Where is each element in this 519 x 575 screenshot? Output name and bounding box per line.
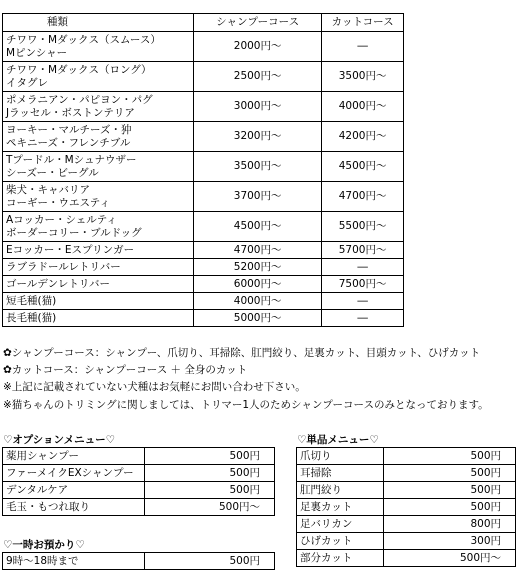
shampoo-price: 4700円～ — [194, 242, 322, 259]
breed-line: イタグレ — [6, 76, 48, 89]
menu-item-price: 800円 — [384, 516, 516, 533]
breed-line: 短毛種(猫) — [6, 294, 57, 307]
breed-cell — [3, 293, 194, 310]
breed-line: シーズー・ビーグル — [6, 166, 99, 179]
note-line: ✿シャンプーコース：シャンプー、爪切り、耳掃除、肛門絞り、足裏カット、目頭カット、ひげカット — [3, 347, 481, 359]
option-menu-table — [2, 447, 275, 516]
cut-price: ― — [322, 259, 404, 276]
breed-cell — [3, 242, 194, 259]
breed-cell — [3, 212, 194, 242]
menu-row — [297, 550, 516, 567]
single-menu-title: ♡単品メニュー♡ — [297, 434, 379, 446]
breed-cell — [3, 259, 194, 276]
breed-line: 柴犬・キャバリア — [6, 183, 90, 196]
price-row — [3, 212, 404, 242]
breed-cell — [3, 310, 194, 327]
shampoo-price: 2500円～ — [194, 62, 322, 92]
cut-price: 7500円～ — [322, 276, 404, 293]
daycare-table — [2, 552, 275, 570]
menu-item-price: 500円 — [384, 499, 516, 516]
menu-item-price: 500円 — [145, 482, 275, 499]
price-row — [3, 242, 404, 259]
shampoo-price: 2000円～ — [194, 32, 322, 62]
cut-price: ― — [322, 310, 404, 327]
breed-line: Eコッカー・Eスプリンガー — [6, 243, 135, 256]
breed-line: ラブラドールレトリバー — [6, 260, 121, 273]
price-row — [3, 276, 404, 293]
menu-row — [3, 465, 275, 482]
breed-line: ボーダーコリー・ブルドッグ — [6, 226, 142, 239]
daycare-title: ♡一時お預かり♡ — [3, 539, 85, 551]
menu-item-name: 足バリカン — [297, 516, 384, 533]
breed-cell — [3, 276, 194, 293]
shampoo-price: 5200円～ — [194, 259, 322, 276]
price-row — [3, 152, 404, 182]
shampoo-price: 3200円～ — [194, 122, 322, 152]
price-row — [3, 92, 404, 122]
breed-cell — [3, 122, 194, 152]
cut-price: ― — [322, 293, 404, 310]
cut-price: ― — [322, 32, 404, 62]
menu-row — [297, 533, 516, 550]
breed-cell — [3, 32, 194, 62]
single-menu-table — [296, 447, 516, 567]
shampoo-price: 3700円～ — [194, 182, 322, 212]
breed-line: コーギー・ウエスティ — [6, 196, 110, 209]
header-shampoo: シャンプーコース — [194, 14, 322, 32]
breed-cell — [3, 182, 194, 212]
menu-item-name: 足裏カット — [297, 499, 384, 516]
menu-item-price: 500円～ — [384, 550, 516, 567]
shampoo-price: 3000円～ — [194, 92, 322, 122]
cut-price: 3500円～ — [322, 62, 404, 92]
menu-row — [3, 448, 275, 465]
breed-line: Tプードル・Mシュナウザー — [6, 153, 137, 166]
shampoo-price: 4500円～ — [194, 212, 322, 242]
menu-item-price: 300円 — [384, 533, 516, 550]
menu-item-price: 500円 — [384, 482, 516, 499]
menu-item-price: 500円～ — [145, 499, 275, 516]
menu-item-name: 毛玉・もつれ取り — [3, 499, 145, 516]
price-table-header — [3, 14, 404, 32]
menu-row — [297, 448, 516, 465]
price-row — [3, 62, 404, 92]
menu-item-name: 爪切り — [297, 448, 384, 465]
cut-price: 4700円～ — [322, 182, 404, 212]
cut-price: 5700円～ — [322, 242, 404, 259]
price-table — [2, 13, 404, 327]
price-row — [3, 310, 404, 327]
shampoo-price: 4000円～ — [194, 293, 322, 310]
shampoo-price: 3500円～ — [194, 152, 322, 182]
breed-cell — [3, 152, 194, 182]
breed-line: Mピンシャー — [6, 46, 68, 59]
breed-line: ペキニーズ・フレンチブル — [6, 136, 131, 149]
cut-price: 4200円～ — [322, 122, 404, 152]
cut-price: 4500円～ — [322, 152, 404, 182]
cut-price: 5500円～ — [322, 212, 404, 242]
breed-line: チワワ・Mダックス（ロング） — [6, 63, 152, 76]
menu-item-price: 500円 — [384, 465, 516, 482]
breed-line: チワワ・Mダックス（スムース） — [6, 33, 161, 46]
breed-line: ゴールデンレトリバー — [6, 277, 111, 290]
daycare-hours: 9時～18時まで — [3, 553, 145, 570]
note-line: ✿カットコース：シャンプーコース ＋ 全身のカット — [3, 364, 248, 376]
option-menu-title: ♡オプションメニュー♡ — [3, 434, 116, 446]
breed-line: Aコッカー・シェルティ — [6, 213, 117, 226]
menu-row — [297, 465, 516, 482]
daycare-row — [3, 553, 275, 570]
breed-line: 長毛種(猫) — [6, 311, 57, 324]
shampoo-price: 5000円～ — [194, 310, 322, 327]
menu-item-name: ひげカット — [297, 533, 384, 550]
breed-line: Jラッセル・ボストンテリア — [6, 106, 135, 119]
breed-line: ポメラニアン・パピヨン・パグ — [6, 93, 153, 106]
menu-item-price: 500円 — [145, 448, 275, 465]
menu-item-name: デンタルケア — [3, 482, 145, 499]
price-row — [3, 122, 404, 152]
price-row — [3, 32, 404, 62]
menu-item-price: 500円 — [384, 448, 516, 465]
menu-item-name: 肛門絞り — [297, 482, 384, 499]
menu-item-name: 部分カット — [297, 550, 384, 567]
header-cut: カットコース — [322, 14, 404, 32]
header-breed: 種類 — [3, 14, 194, 32]
price-row — [3, 293, 404, 310]
cut-price: 4000円～ — [322, 92, 404, 122]
menu-item-name: ファーメイクEXシャンプー — [3, 465, 145, 482]
price-row — [3, 259, 404, 276]
menu-row — [3, 482, 275, 499]
note-line: ※上記に記載されていない犬種はお気軽にお問い合わせ下さい。 — [3, 381, 306, 393]
menu-item-name: 薬用シャンプー — [3, 448, 145, 465]
menu-item-name: 耳掃除 — [297, 465, 384, 482]
daycare-price: 500円 — [145, 553, 275, 570]
breed-cell — [3, 92, 194, 122]
price-row — [3, 182, 404, 212]
shampoo-price: 6000円～ — [194, 276, 322, 293]
menu-row — [3, 499, 275, 516]
menu-row — [297, 516, 516, 533]
menu-row — [297, 499, 516, 516]
breed-cell — [3, 62, 194, 92]
note-line: ※猫ちゃんのトリミングに関しましては、トリマー1人のためシャンプーコースのみとなっております。 — [3, 399, 489, 411]
menu-row — [297, 482, 516, 499]
breed-line: ヨーキー・マルチーズ・狆 — [6, 123, 132, 136]
menu-item-price: 500円 — [145, 465, 275, 482]
